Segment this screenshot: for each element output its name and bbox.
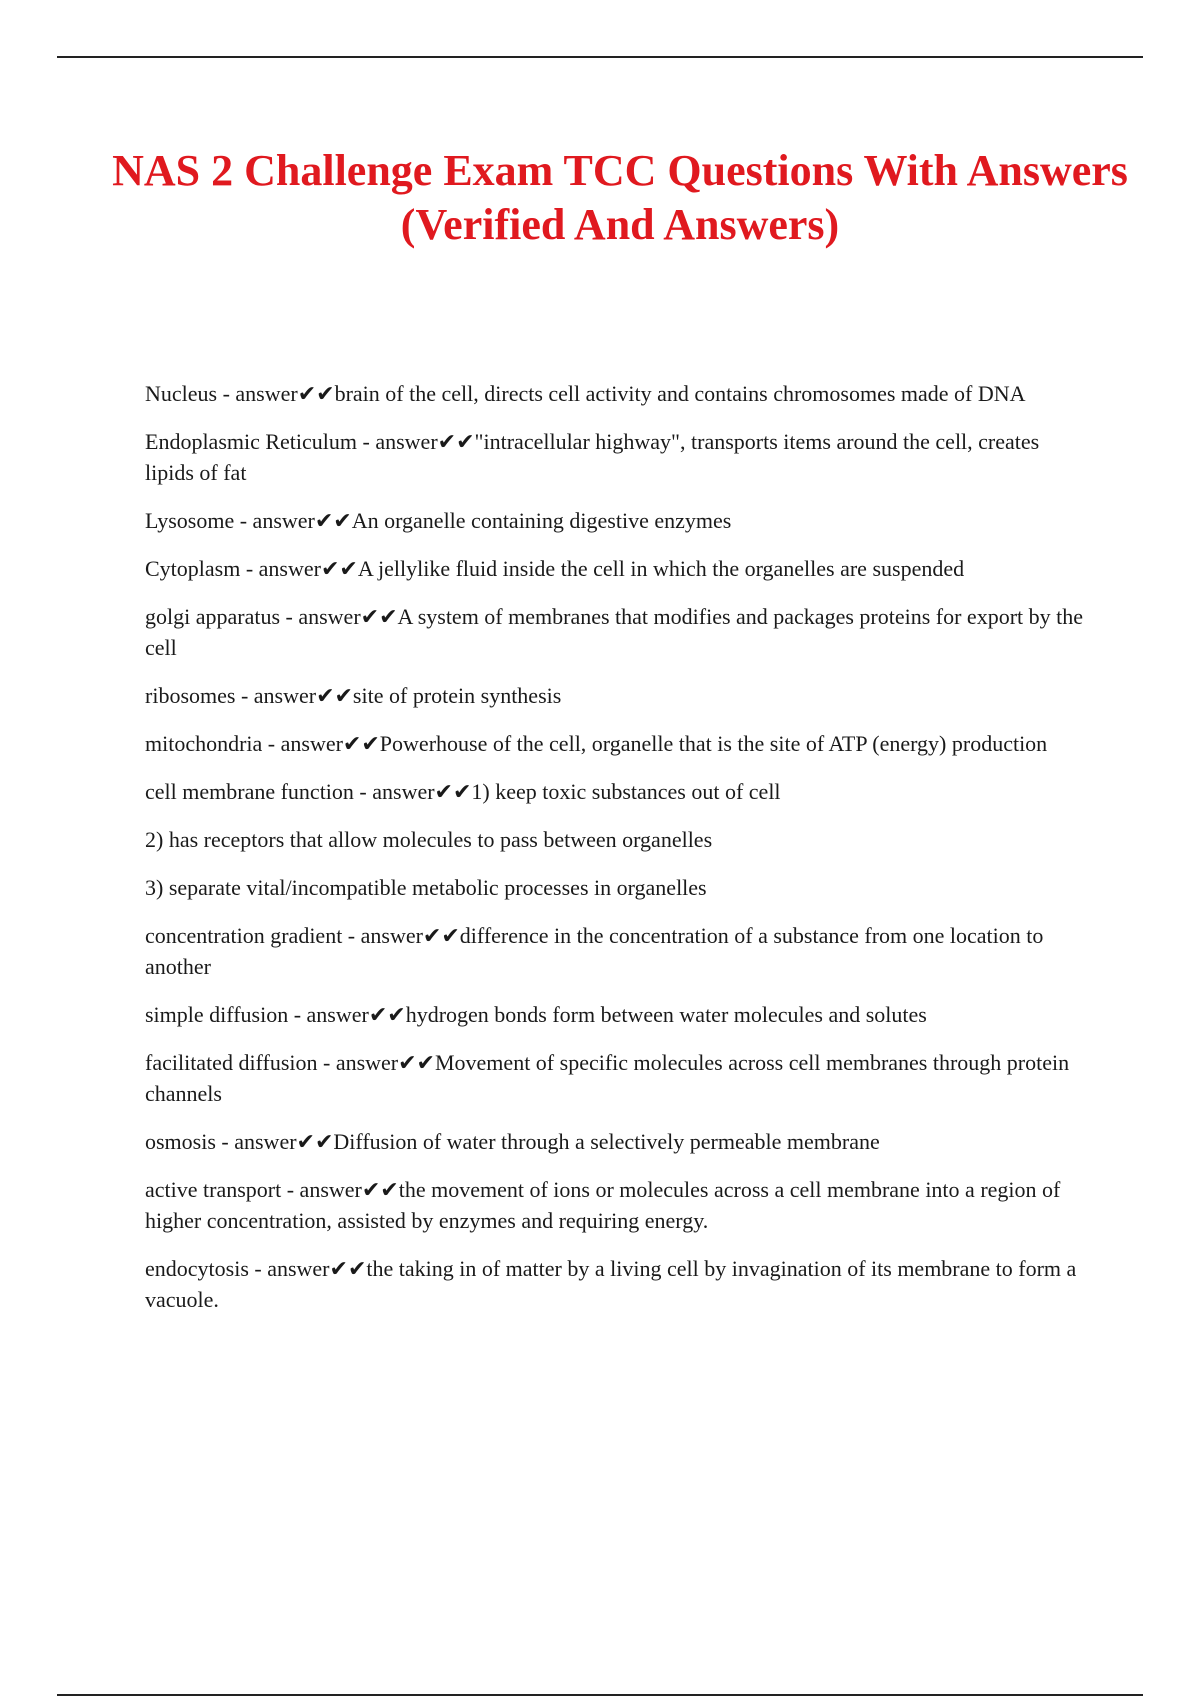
qa-entry: Cytoplasm - answer✔✔A jellylike fluid inside the cell in which the organelles are suspended — [145, 556, 965, 581]
qa-entry: Endoplasmic Reticulum - answer✔✔"intracellular highway", transports items around the cell, creates lipids of fat — [145, 429, 1040, 485]
qa-entry: facilitated diffusion - answer✔✔Movement of specific molecules across cell membranes through protein channels — [145, 1050, 1070, 1106]
qa-entry: ribosomes - answer✔✔site of protein synthesis — [145, 683, 562, 708]
qa-entry: golgi apparatus - answer✔✔A system of membranes that modifies and packages proteins for export by the cell — [145, 604, 1084, 660]
qa-entry: endocytosis - answer✔✔the taking in of matter by a living cell by invagination of its membrane to form a vacuole. — [145, 1256, 1077, 1312]
document-body — [145, 378, 1090, 1332]
footer-rule — [57, 1694, 1143, 1696]
qa-entry: cell membrane function - answer✔✔1) keep toxic substances out of cell — [145, 779, 781, 804]
qa-entry: 2) has receptors that allow molecules to pass between organelles — [145, 827, 713, 852]
qa-entry: Nucleus - answer✔✔brain of the cell, directs cell activity and contains chromosomes made of DNA — [145, 381, 1026, 406]
qa-entry: active transport - answer✔✔the movement of ions or molecules across a cell membrane into a region of higher concentration, assisted by enzymes and requiring energy. — [145, 1177, 1061, 1233]
qa-entry: 3) separate vital/incompatible metabolic processes in organelles — [145, 875, 707, 900]
header-rule — [57, 56, 1143, 58]
qa-entry: concentration gradient - answer✔✔difference in the concentration of a substance from one location to another — [145, 923, 1044, 979]
document-title: NAS 2 Challenge Exam TCC Questions With Answers (Verified And Answers) — [112, 146, 1128, 249]
qa-entry: osmosis - answer✔✔Diffusion of water through a selectively permeable membrane — [145, 1129, 880, 1154]
qa-entry: mitochondria - answer✔✔Powerhouse of the cell, organelle that is the site of ATP (energy) production — [145, 731, 1048, 756]
qa-entry: simple diffusion - answer✔✔hydrogen bonds form between water molecules and solutes — [145, 1002, 927, 1027]
qa-entry: Lysosome - answer✔✔An organelle containing digestive enzymes — [145, 508, 732, 533]
